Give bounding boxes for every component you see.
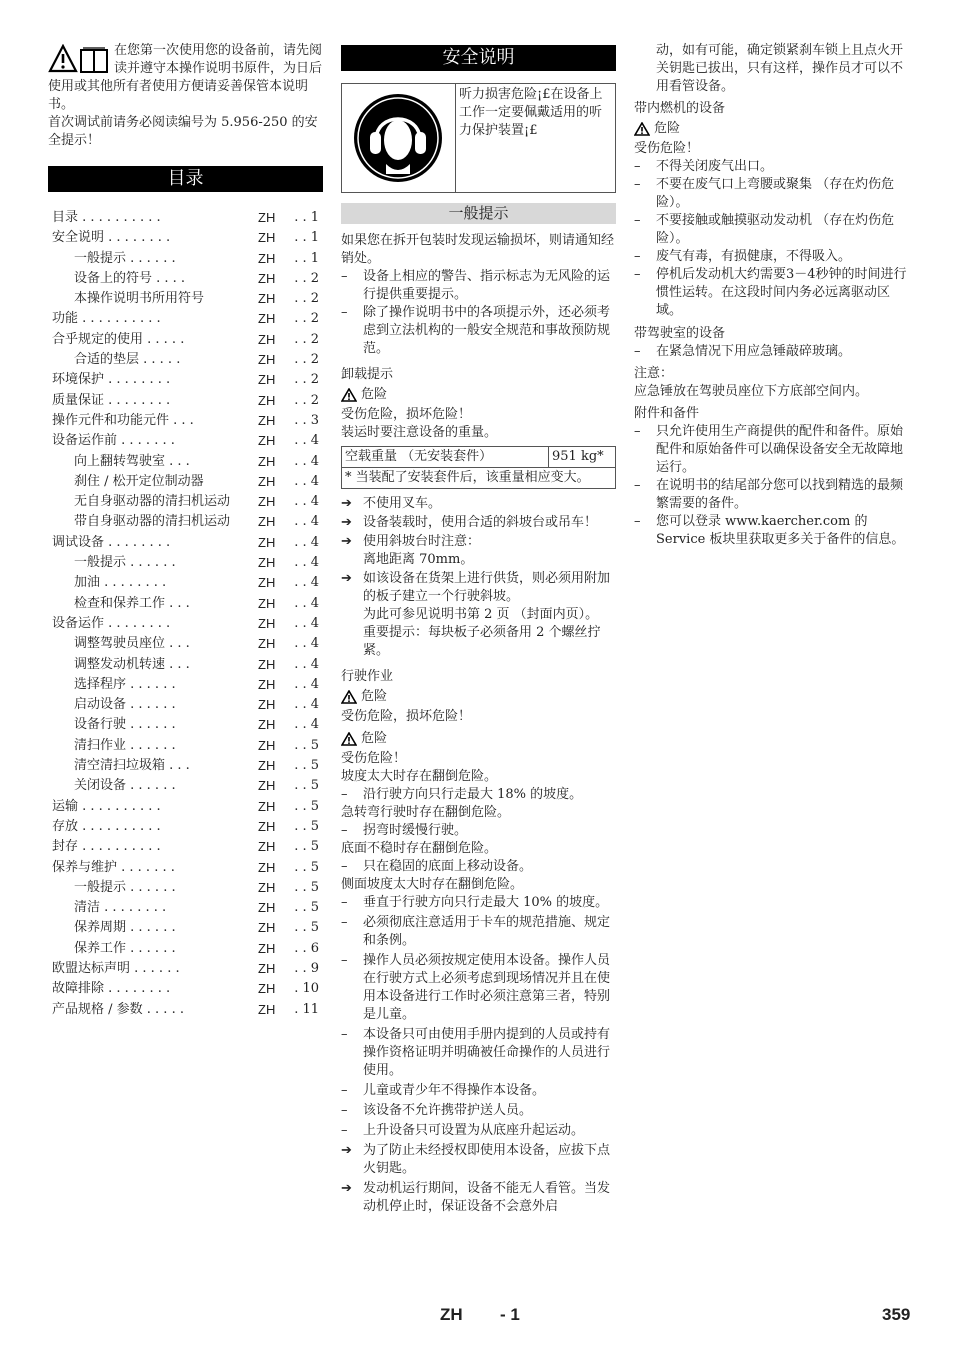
- table-of-contents: [48, 208, 323, 1020]
- toc-entry: [48, 918, 323, 938]
- toc-entry: [48, 573, 323, 593]
- toc-entry-title: 保养与维护 . . . . . . .: [52, 859, 175, 875]
- toc-entry-page: . . 4: [294, 636, 319, 652]
- toc-entry-title: 环境保护 . . . . . . . .: [52, 372, 171, 388]
- toc-entry-page: . . 5: [294, 920, 319, 936]
- toc-entry-page: . . 3: [294, 412, 319, 428]
- toc-entry-page: . . 4: [294, 676, 319, 692]
- toc-entry-title: 刹住 / 松开定位制动器: [74, 473, 204, 489]
- toc-entry-page: . . 4: [294, 453, 319, 469]
- toc-entry-lang: ZH: [258, 250, 276, 266]
- toc-entry-page: . . 5: [294, 839, 319, 855]
- list-item: ➔ 不使用叉车。: [341, 496, 442, 511]
- toc-entry: [48, 309, 323, 329]
- toc-entry-page: . . 5: [294, 798, 319, 814]
- toc-entry-title: 调整驾驶员座位 . . .: [74, 636, 190, 652]
- ice-heading: 带内燃机的设备: [634, 101, 726, 116]
- list-item: – 废气有毒，有损健康，不得吸入。: [634, 249, 852, 264]
- footer-page-marker: - 1: [500, 1305, 520, 1324]
- toc-entry-page: . . 1: [294, 210, 319, 225]
- list-item: – 只在稳固的底面上移动设备。: [341, 859, 533, 874]
- toc-entry-lang: ZH: [258, 676, 276, 692]
- toc-entry-title: 一般提示 . . . . . .: [74, 250, 176, 266]
- danger-label: 危险: [634, 120, 909, 138]
- list-item: ➔ 使用斜坡台时注意：: [341, 534, 481, 549]
- toc-entry-page: . . 4: [294, 534, 319, 550]
- toc-entry-lang: ZH: [258, 473, 276, 489]
- toc-entry-page: . . 5: [294, 900, 319, 916]
- toc-entry: [48, 1000, 323, 1020]
- toc-entry-title: 启动设备 . . . . . .: [74, 697, 176, 713]
- toc-entry-lang: ZH: [258, 697, 276, 713]
- drive-text: 坡度太大时存在翻倒危险。: [341, 769, 498, 784]
- toc-entry-lang: ZH: [258, 311, 276, 327]
- toc-entry: [48, 452, 323, 472]
- toc-entry: [48, 492, 323, 512]
- drive-warning: 受伤危险！: [341, 751, 407, 766]
- toc-entry-lang: ZH: [258, 392, 276, 408]
- pallet-important: 重要提示：每块板子必须备用 2 个螺丝拧紧。: [363, 625, 601, 658]
- toc-entry-page: . . 4: [294, 514, 319, 530]
- toc-entry-title: 存放 . . . . . . . . . .: [52, 818, 161, 834]
- danger-label: 危险: [341, 386, 616, 404]
- toc-entry-page: . . 4: [294, 433, 319, 449]
- toc-entry-title: 设备行驶 . . . . . .: [74, 717, 176, 733]
- toc-entry-title: 本操作说明书所用符号: [74, 291, 205, 307]
- footer-lang: ZH: [440, 1305, 463, 1324]
- toc-entry-page: . . 2: [294, 331, 319, 347]
- toc-entry-page: . . 5: [294, 778, 319, 794]
- toc-entry: [48, 411, 323, 431]
- toc-entry-page: . . 2: [294, 311, 319, 327]
- list-item: – 不要接触或触摸驱动发动机 （存在灼伤危险）。: [634, 213, 895, 246]
- toc-entry-lang: ZH: [258, 595, 276, 611]
- toc-entry-lang: ZH: [258, 372, 276, 388]
- toc-entry-title: 质量保证 . . . . . . . .: [52, 392, 171, 408]
- toc-entry: [48, 594, 323, 614]
- toc-entry-title: 功能 . . . . . . . . . .: [52, 311, 161, 327]
- weight-table: [341, 446, 616, 489]
- toc-entry: [48, 553, 323, 573]
- list-item: ➔ 为了防止未经授权即使用本设备，应拔下点火钥匙。: [341, 1143, 611, 1176]
- column-right: [634, 42, 909, 549]
- toc-entry-page: . . 5: [294, 818, 319, 834]
- toc-entry-lang: ZH: [258, 960, 276, 976]
- warning-icon: [341, 690, 357, 704]
- toc-entry: [48, 269, 323, 289]
- list-item: ➔ 设备装载时，使用合适的斜坡台或吊车！: [341, 515, 598, 530]
- hearing-protection-icon: [342, 84, 456, 192]
- toc-entry-title: 合适的垫层 . . . . .: [74, 352, 181, 368]
- list-item: ➔ 如该设备在货架上进行供货，则必须用附加的板子建立一个行驶斜坡。: [341, 571, 611, 604]
- toc-entry: [48, 939, 323, 959]
- toc-entry-title: 一般提示 . . . . . .: [74, 879, 176, 895]
- toc-entry: [48, 655, 323, 675]
- toc-entry-lang: ZH: [258, 758, 276, 774]
- list-item: – 必须彻底注意适用于卡车的规范措施、规定和条例。: [341, 915, 611, 948]
- toc-entry-page: . . 5: [294, 859, 319, 875]
- toc-entry-lang: ZH: [258, 818, 276, 834]
- toc-entry-lang: ZH: [258, 210, 276, 225]
- list-item: – 本设备只可由使用手册内提到的人员或持有操作资格证明并明确被任命操作的人员进行使用。: [341, 1027, 611, 1078]
- toc-entry-page: . . 2: [294, 291, 319, 307]
- list-item: – 只允许使用生产商提供的配件和备件。原始配件和原始备件可以确保设备安全无故障地运行。: [634, 424, 904, 475]
- toc-entry-title: 操作元件和功能元件 . . .: [52, 412, 194, 428]
- weight-label: 空载重量 （无安装套件）: [342, 447, 549, 468]
- list-item: – 上升设备只可设置为从底座升起运动。: [341, 1123, 585, 1138]
- toc-entry: [48, 878, 323, 898]
- toc-entry: [48, 249, 323, 269]
- toc-entry-lang: ZH: [258, 900, 276, 916]
- drive-heading: 行驶作业: [341, 669, 394, 684]
- toc-entry: [48, 228, 323, 248]
- toc-entry: [48, 898, 323, 918]
- list-item: – 您可以登录 www.kaercher.com 的 Service 板块里获取更多关于备件的信息。: [634, 514, 905, 547]
- toc-entry-title: 加油 . . . . . . . .: [74, 575, 167, 591]
- drive-text: 急转弯行驶时存在翻倒危险。: [341, 805, 511, 820]
- toc-entry-lang: ZH: [258, 555, 276, 571]
- note-label: 注意：: [634, 366, 674, 381]
- toc-entry-page: . . 4: [294, 473, 319, 489]
- toc-entry-lang: ZH: [258, 412, 276, 428]
- list-item: – 不得关闭废气出口。: [634, 159, 774, 174]
- toc-entry-page: . . 1: [294, 250, 319, 266]
- drive-text: 侧面坡度太大时存在翻倒危险。: [341, 877, 524, 892]
- toc-entry-lang: ZH: [258, 798, 276, 814]
- toc-entry-page: . . 5: [294, 758, 319, 774]
- cab-heading: 带驾驶室的设备: [634, 326, 726, 341]
- toc-entry-title: 欧盟达标声明 . . . . . .: [52, 960, 180, 976]
- toc-entry-lang: ZH: [258, 1001, 276, 1017]
- toc-entry-page: . . 4: [294, 615, 319, 631]
- weight-footnote: * 当装配了安装套件后，该重量相应变大。: [342, 468, 616, 489]
- warning-icon: [341, 732, 357, 746]
- toc-entry: [48, 837, 323, 857]
- toc-entry-title: 无自身驱动器的清扫机运动: [74, 494, 231, 510]
- column-left: [48, 42, 323, 1020]
- toc-entry: [48, 431, 323, 451]
- toc-entry-lang: ZH: [258, 575, 276, 591]
- pallet-note: 为此可参见说明书第 2 页 （封面内页）。: [363, 607, 599, 622]
- toc-entry-page: . 10: [294, 981, 319, 997]
- hearing-warning-box: [341, 83, 616, 193]
- toc-entry: [48, 736, 323, 756]
- continued-text: 动，如有可能，确定锁紧刹车锁上且点火开关钥匙已拔出，只有这样，操作员才可以不用看管设备。: [656, 43, 904, 94]
- toc-entry-lang: ZH: [258, 656, 276, 672]
- weight-value: 951 kg*: [549, 447, 616, 468]
- list-item: – 拐弯时缓慢行驶。: [341, 823, 468, 838]
- toc-entry-lang: ZH: [258, 270, 276, 286]
- toc-entry-title: 调整发动机转速 . . .: [74, 656, 190, 672]
- unload-heading: 卸载提示: [341, 367, 394, 382]
- toc-entry: [48, 391, 323, 411]
- toc-entry-title: 关闭设备 . . . . . .: [74, 778, 176, 794]
- toc-entry: [48, 979, 323, 999]
- ice-warning: 受伤危险！: [634, 141, 700, 156]
- toc-entry-lang: ZH: [258, 230, 276, 246]
- toc-entry: [48, 208, 323, 228]
- toc-entry-title: 带自身驱动器的清扫机运动: [74, 514, 231, 530]
- toc-entry-lang: ZH: [258, 981, 276, 997]
- list-item: – 不要在废气口上弯腰或聚集 （存在灼伤危险）。: [634, 177, 895, 210]
- danger-label: 危险: [341, 688, 616, 706]
- toc-entry-page: . . 2: [294, 270, 319, 286]
- toc-entry-page: . . 2: [294, 352, 319, 368]
- intro-safety-note: 首次调试前请务必阅读编号为 5.956-250 的安全提示！: [48, 115, 318, 148]
- toc-entry-title: 向上翻转驾驶室 . . .: [74, 453, 190, 469]
- hearing-warning-text: 听力损害危险¡£在设备上工作一定要佩戴适用的听力保护装置¡£: [459, 87, 603, 138]
- toc-entry-title: 保养周期 . . . . . .: [74, 920, 176, 936]
- toc-entry-lang: ZH: [258, 717, 276, 733]
- toc-entry-lang: ZH: [258, 636, 276, 652]
- toc-entry-page: . . 4: [294, 656, 319, 672]
- unload-warning: 受伤危险，损坏危险！: [341, 407, 472, 422]
- toc-entry-lang: ZH: [258, 778, 276, 794]
- toc-entry-page: . . 2: [294, 372, 319, 388]
- toc-entry-page: . . 4: [294, 697, 319, 713]
- list-item: – 在紧急情况下用应急锤敲碎玻璃。: [634, 344, 852, 359]
- toc-entry-page: . . 4: [294, 717, 319, 733]
- warning-icon: [634, 122, 650, 136]
- toc-entry-lang: ZH: [258, 615, 276, 631]
- list-item: ➔ 发动机运行期间，设备不能无人看管。当发动机停止时，保证设备不会意外启: [341, 1181, 611, 1214]
- toc-entry-page: . . 4: [294, 494, 319, 510]
- ground-clearance: 离地距离 70mm。: [363, 552, 474, 567]
- toc-entry-page: . 11: [294, 1001, 319, 1017]
- toc-entry: [48, 797, 323, 817]
- toc-entry-page: . . 4: [294, 595, 319, 611]
- toc-entry: [48, 472, 323, 492]
- toc-entry-title: 检查和保养工作 . . .: [74, 595, 190, 611]
- list-item: – 设备上相应的警告、指示标志为无风险的运行提供重要提示。: [341, 269, 611, 302]
- toc-entry-lang: ZH: [258, 352, 276, 368]
- column-middle: [341, 45, 616, 1216]
- toc-heading: 目录: [48, 166, 323, 192]
- toc-entry-title: 设备运作 . . . . . . . .: [52, 615, 171, 631]
- list-item: – 该设备不允许携带护送人员。: [341, 1103, 533, 1118]
- toc-entry: [48, 634, 323, 654]
- general-notes-heading: 一般提示: [341, 203, 616, 224]
- warning-icon: [341, 388, 357, 402]
- toc-entry-page: . . 2: [294, 392, 319, 408]
- toc-entry-lang: ZH: [258, 433, 276, 449]
- list-item: – 除了操作说明书中的各项提示外，还必须考虑到立法机构的一般安全规范和事故预防规范。: [341, 305, 611, 356]
- toc-entry: [48, 817, 323, 837]
- toc-entry-lang: ZH: [258, 494, 276, 510]
- intro-text: 在您第一次使用您的设备前，请先阅读并遵守本操作说明书原件，为日后使用或其他所有者使用方便请妥善保管本说明书。: [48, 43, 323, 112]
- toc-entry-title: 一般提示 . . . . . .: [74, 555, 176, 571]
- toc-entry-lang: ZH: [258, 737, 276, 753]
- toc-entry-title: 安全说明 . . . . . . . .: [52, 230, 171, 246]
- toc-entry-lang: ZH: [258, 859, 276, 875]
- safety-heading: 安全说明: [341, 45, 616, 71]
- list-item: – 沿行驶方向只行走最大 18% 的坡度。: [341, 787, 583, 802]
- toc-entry-lang: ZH: [258, 879, 276, 895]
- toc-entry-title: 封存 . . . . . . . . . .: [52, 839, 161, 855]
- toc-entry-lang: ZH: [258, 920, 276, 936]
- toc-entry: [48, 289, 323, 309]
- toc-entry: [48, 858, 323, 878]
- list-item: – 垂直于行驶方向只行走最大 10% 的坡度。: [341, 895, 609, 910]
- list-item: – 操作人员必须按规定使用本设备。操作人员在行驶方式上必须考虑到现场情况并且在使用本设备进行工作时必须注意第三者，特别是儿童。: [341, 953, 611, 1022]
- toc-entry-title: 清洁 . . . . . . . .: [74, 900, 167, 916]
- toc-entry-title: 保养工作 . . . . . .: [74, 940, 176, 956]
- list-item: – 在说明书的结尾部分您可以找到精选的最频繁需要的备件。: [634, 478, 904, 511]
- toc-entry-title: 设备上的符号 . . . .: [74, 270, 186, 286]
- toc-entry-title: 设备运作前 . . . . . . .: [52, 433, 175, 449]
- toc-entry-page: . . 4: [294, 555, 319, 571]
- toc-entry-lang: ZH: [258, 940, 276, 956]
- toc-entry: [48, 715, 323, 735]
- toc-entry-title: 目录 . . . . . . . . . .: [52, 210, 161, 225]
- toc-entry-lang: ZH: [258, 534, 276, 550]
- list-item: – 停机后发动机大约需要3－4秒钟的时间进行惯性运转。在这段时间内务必远离驱动区域。: [634, 267, 907, 318]
- toc-entry: [48, 959, 323, 979]
- toc-entry: [48, 776, 323, 796]
- toc-entry-page: . . 5: [294, 879, 319, 895]
- toc-entry: [48, 512, 323, 532]
- unload-weight-note: 装运时要注意设备的重量。: [341, 425, 498, 440]
- intro: [48, 42, 323, 150]
- toc-entry-lang: ZH: [258, 839, 276, 855]
- accessories-heading: 附件和备件: [634, 406, 700, 421]
- toc-entry: [48, 695, 323, 715]
- toc-entry: [48, 675, 323, 695]
- toc-entry-title: 产品规格 / 参数 . . . . .: [52, 1001, 184, 1017]
- list-item: – 儿童或青少年不得操作本设备。: [341, 1083, 546, 1098]
- toc-entry-title: 运输 . . . . . . . . . .: [52, 798, 161, 814]
- toc-entry: [48, 330, 323, 350]
- toc-entry-title: 调试设备 . . . . . . . .: [52, 534, 171, 550]
- toc-entry-page: . . 4: [294, 575, 319, 591]
- note-text: 应急锤放在驾驶员座位下方底部空间内。: [634, 384, 869, 399]
- toc-entry-page: . . 1: [294, 230, 319, 246]
- warning-manual-icon: [48, 44, 110, 74]
- toc-entry-title: 清扫作业 . . . . . .: [74, 737, 176, 753]
- drive-warning: 受伤危险，损坏危险！: [341, 709, 472, 724]
- toc-entry-lang: ZH: [258, 453, 276, 469]
- footer-page-number: 359: [882, 1305, 911, 1324]
- danger-label: 危险: [341, 730, 616, 748]
- toc-entry-page: . . 5: [294, 737, 319, 753]
- toc-entry: [48, 350, 323, 370]
- toc-entry: [48, 756, 323, 776]
- toc-entry-page: . . 6: [294, 940, 319, 956]
- toc-entry: [48, 533, 323, 553]
- toc-entry-lang: ZH: [258, 291, 276, 307]
- toc-entry-lang: ZH: [258, 331, 276, 347]
- toc-entry-page: . . 9: [294, 960, 319, 976]
- toc-entry-title: 故障排除 . . . . . . . .: [52, 981, 171, 997]
- toc-entry-title: 选择程序 . . . . . .: [74, 676, 176, 692]
- toc-entry-lang: ZH: [258, 514, 276, 530]
- toc-entry: [48, 614, 323, 634]
- drive-text: 底面不稳时存在翻倒危险。: [341, 841, 498, 856]
- toc-entry-title: 合乎规定的使用 . . . . .: [52, 331, 185, 347]
- toc-entry: [48, 370, 323, 390]
- toc-entry-title: 清空清扫垃圾箱 . . .: [74, 758, 190, 774]
- general-notes-text: 如果您在拆开包装时发现运输损坏，则请通知经销处。: [341, 233, 615, 266]
